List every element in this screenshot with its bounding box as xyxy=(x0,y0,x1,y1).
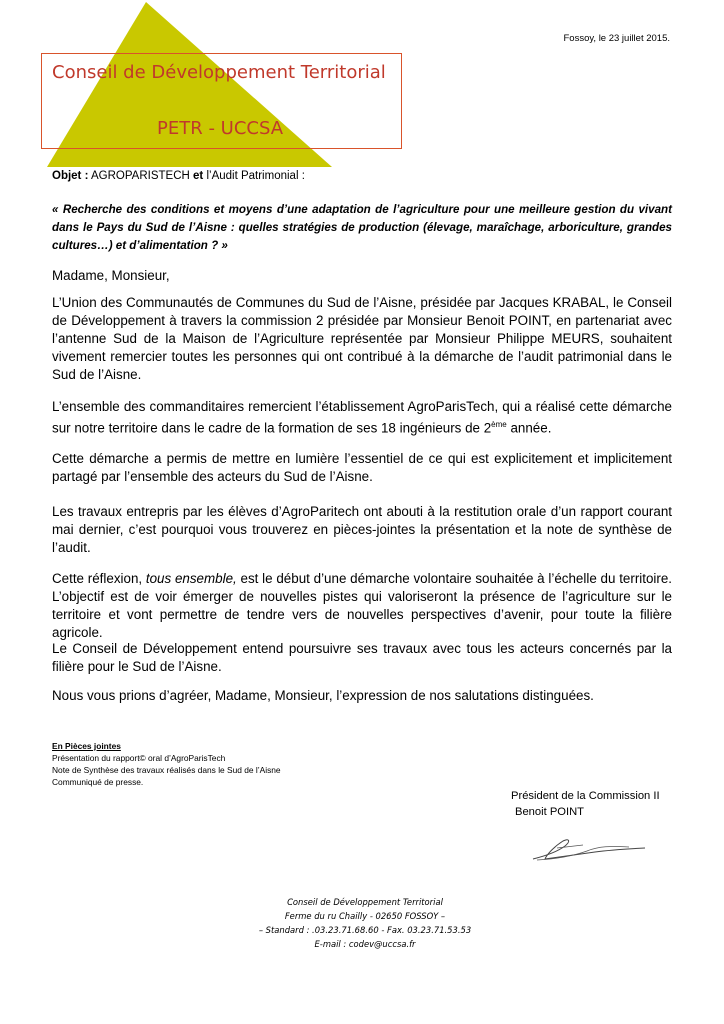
ordinal-suffix: ème xyxy=(491,420,507,429)
footer-org-name: Conseil de Développement Territorial xyxy=(287,897,443,907)
paragraph-5-text: est le début d’une démarche volontaire souhaitée à l’échelle du territoire. L’objectif est de voir émerger de nouvelles pistes qui valoriseront la présence de l’agriculture sur le territoire et vont permettre de tendre vers de nouvelles perspectives d’avenir, pour toute la filière agricole. xyxy=(52,571,673,640)
paragraph-2-end: année. xyxy=(506,420,552,436)
paragraph-2-text: L’ensemble des commanditaires remercient l’établissement AgroParisTech, qui a réalisé cette démarche sur notre territoire dans le cadre de la formation de ses 18 ingénieurs de 2 xyxy=(52,399,672,436)
handwritten-signature xyxy=(525,832,655,866)
paragraph-5-emphasis: tous ensemble, xyxy=(145,571,237,586)
footer-email: E-mail : codev@uccsa.fr xyxy=(314,939,416,949)
closing-paragraph: Nous vous prions d’agréer, Madame, Monsieur, l’expression de nos salutations distinguées. xyxy=(52,688,594,703)
subject-org: AGROPARISTECH xyxy=(90,170,190,182)
subject-rest: l’Audit Patrimonial : xyxy=(206,170,305,182)
footer-address: Ferme du ru Chailly - 02650 FOSSOY – xyxy=(284,911,446,921)
signatory-role: Président de la Commission II xyxy=(511,790,660,802)
paragraph-5 xyxy=(52,570,672,642)
letter-date: Fossoy, le 23 juillet 2015. xyxy=(563,33,670,44)
subject-connector: et xyxy=(193,170,204,182)
salutation: Madame, Monsieur, xyxy=(52,268,170,283)
footer-phone-fax: – Standard : .03.23.71.68.60 - Fax. 03.23.71.53.53 xyxy=(258,925,472,935)
paragraph-3: Cette démarche a permis de mettre en lumière l’essentiel de ce qui est explicitement et implicitement partagé par l’ensemble des acteurs du Sud de l’Aisne. xyxy=(52,451,672,484)
attachment-item: Note de Synthèse des travaux réalisés dans le Sud de l’Aisne xyxy=(52,765,281,775)
signatory-name: Benoit POINT xyxy=(515,806,585,818)
paragraph-5-start: Cette réflexion, xyxy=(52,571,146,586)
attachment-item: Présentation du rapport© oral d’AgroParisTech xyxy=(52,753,226,763)
attachments-title: En Pièces jointes xyxy=(52,741,121,751)
paragraph-1: L’Union des Communautés de Communes du Sud de l’Aisne, présidée par Jacques KRABAL, le Conseil de Développement à travers la commission 2 présidée par Monsieur Benoit POINT, en partenariat avec l’antenne Sud de la Maison de l’Agriculture représentée par Monsieur Philippe MEURS, souhaitent vivement remercier toutes les personnes qui ont contribué à la démarche de l’audit patrimonial dans le Sud de l’Aisne. xyxy=(52,295,672,382)
paragraph-4: Les travaux entrepris par les élèves d’AgroParitech ont abouti à la restitution orale d’un rapport courant mai dernier, c’est pourquoi vous trouverez en pièces-jointes la présentation et la note de synthèse de l’audit. xyxy=(52,504,672,555)
quoted-research-title: « Recherche des conditions et moyens d’une adaptation de l’agriculture pour une meilleure gestion du vivant dans le Pays du Sud de l’Aisne : quelles stratégies de production (élevage, maraîchage, arboriculture, grandes cultures…) et d’alimentation ? » xyxy=(52,203,672,252)
paragraph-6: Le Conseil de Développement entend poursuivre ses travaux avec tous les acteurs concernés par la filière pour le Sud de l’Aisne. xyxy=(52,641,672,674)
attachment-item: Communiqué de presse. xyxy=(52,777,144,787)
subject-line xyxy=(52,167,672,185)
paragraph-2 xyxy=(52,398,672,437)
header-title: Conseil de Développement Territorial xyxy=(52,62,386,83)
header-subtitle: PETR - UCCSA xyxy=(157,118,284,139)
subject-label: Objet : xyxy=(52,170,89,182)
